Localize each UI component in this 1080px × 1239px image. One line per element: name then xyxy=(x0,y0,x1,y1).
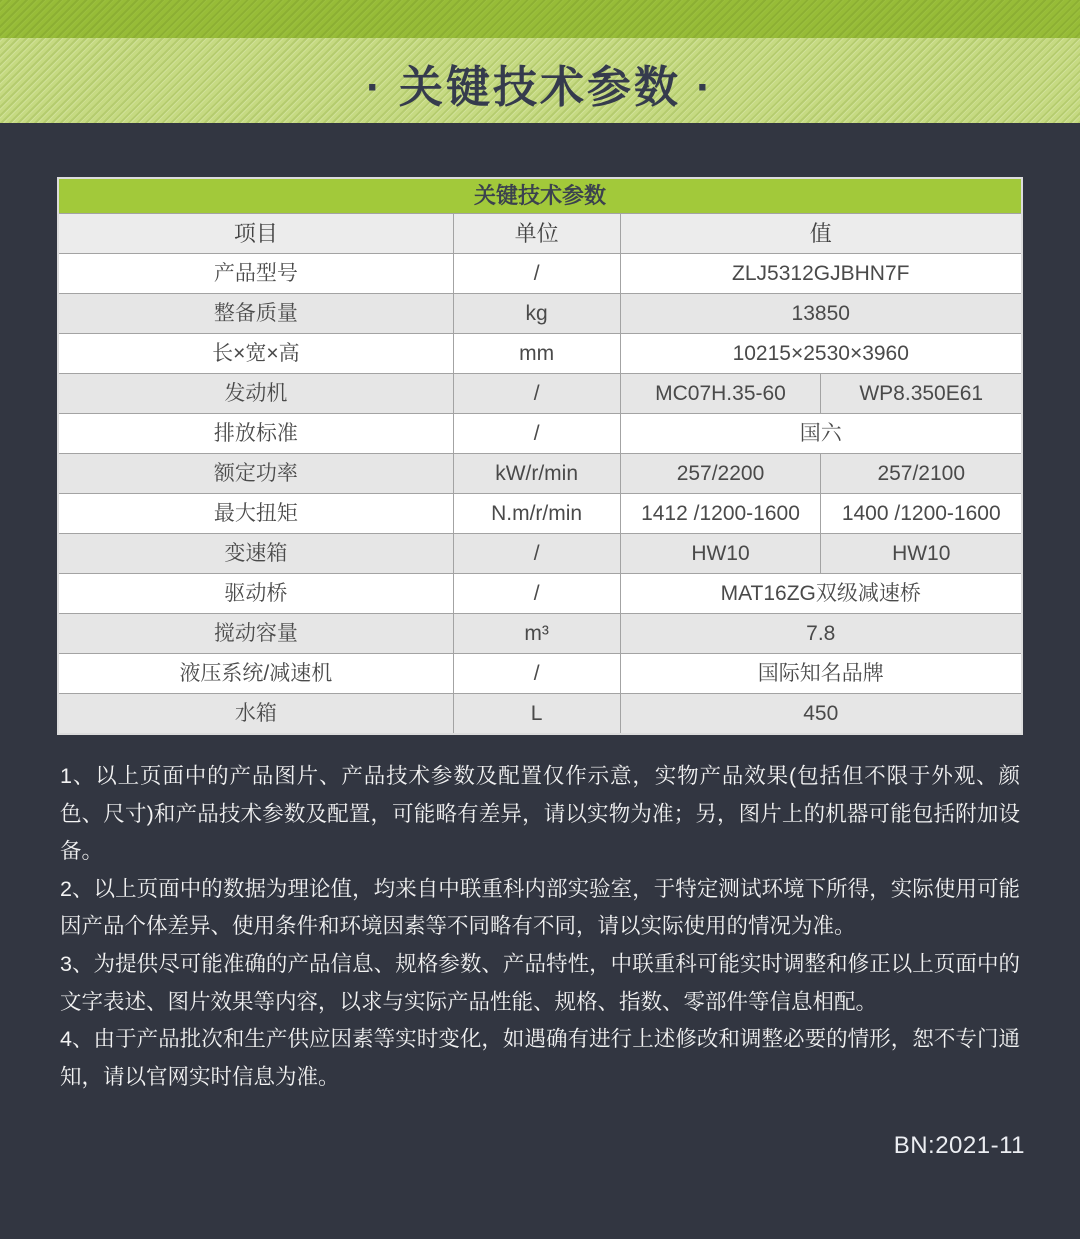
cell-item: 发动机 xyxy=(58,374,453,414)
spec-table-wrap xyxy=(57,177,1023,735)
cell-unit: / xyxy=(453,374,620,414)
cell-unit: kg xyxy=(453,294,620,334)
table-row xyxy=(58,534,1022,574)
spec-table-body xyxy=(58,178,1022,734)
cell-item: 搅动容量 xyxy=(58,614,453,654)
cell-unit: m³ xyxy=(453,614,620,654)
cell-unit: kW/r/min xyxy=(453,454,620,494)
cell-value: 1412 /1200-1600 xyxy=(620,494,821,534)
cell-value: 10215×2530×3960 xyxy=(620,334,1022,374)
cell-unit: L xyxy=(453,694,620,735)
cell-value: ZLJ5312GJBHN7F xyxy=(620,254,1022,294)
cell-item: 液压系统/减速机 xyxy=(58,654,453,694)
cell-item: 水箱 xyxy=(58,694,453,735)
cell-value: 国六 xyxy=(620,414,1022,454)
spec-table xyxy=(57,177,1023,735)
cell-item: 长×宽×高 xyxy=(58,334,453,374)
spec-table-header-row xyxy=(58,214,1022,254)
spec-table-title: 关键技术参数 xyxy=(58,178,1022,214)
cell-value: MC07H.35-60 xyxy=(620,374,821,414)
cell-item: 额定功率 xyxy=(58,454,453,494)
cell-value: 1400 /1200-1600 xyxy=(821,494,1022,534)
table-row xyxy=(58,254,1022,294)
cell-item: 整备质量 xyxy=(58,294,453,334)
table-row xyxy=(58,334,1022,374)
cell-value: 国际知名品牌 xyxy=(620,654,1022,694)
table-row xyxy=(58,294,1022,334)
column-header-item: 项目 xyxy=(58,214,453,254)
cell-value: HW10 xyxy=(821,534,1022,574)
page-title: · 关键技术参数 · xyxy=(366,62,714,112)
cell-value: 7.8 xyxy=(620,614,1022,654)
note-paragraph: 2、以上页面中的数据为理论值，均来自中联重科内部实验室，于特定测试环境下所得，实际使用可能因产品个体差异、使用条件和环境因素等不同略有不同，请以实际使用的情况为准。 xyxy=(60,876,1020,939)
table-row xyxy=(58,614,1022,654)
cell-item: 变速箱 xyxy=(58,534,453,574)
table-row xyxy=(58,574,1022,614)
table-row xyxy=(58,374,1022,414)
table-row xyxy=(58,694,1022,735)
cell-unit: / xyxy=(453,534,620,574)
spec-table-title-row xyxy=(58,178,1022,214)
cell-unit: mm xyxy=(453,334,620,374)
cell-value: WP8.350E61 xyxy=(821,374,1022,414)
cell-unit: / xyxy=(453,254,620,294)
banner-top-stripe xyxy=(0,0,1080,38)
cell-value: 13850 xyxy=(620,294,1022,334)
table-row xyxy=(58,454,1022,494)
note-paragraph: 1、以上页面中的产品图片、产品技术参数及配置仅作示意，实物产品效果(包括但不限于外观、颜色、尺寸)和产品技术参数及配置，可能略有差异，请以实物为准；另，图片上的机器可能包括附加设备。 xyxy=(60,764,1020,864)
column-header-unit: 单位 xyxy=(453,214,620,254)
bn-label: BN:2021-11 xyxy=(893,1132,1025,1159)
banner xyxy=(0,0,1080,123)
cell-unit: / xyxy=(453,574,620,614)
cell-item: 排放标准 xyxy=(58,414,453,454)
table-row xyxy=(58,494,1022,534)
notes xyxy=(60,758,1020,1096)
table-row xyxy=(58,414,1022,454)
cell-unit: N.m/r/min xyxy=(453,494,620,534)
note-paragraph: 3、为提供尽可能准确的产品信息、规格参数、产品特性，中联重科可能实时调整和修正以上页面中的文字表述、图片效果等内容，以求与实际产品性能、规格、指数、零部件等信息相配。 xyxy=(60,951,1020,1014)
cell-value: 257/2100 xyxy=(821,454,1022,494)
cell-unit: / xyxy=(453,654,620,694)
table-row xyxy=(58,654,1022,694)
cell-item: 最大扭矩 xyxy=(58,494,453,534)
cell-item: 产品型号 xyxy=(58,254,453,294)
cell-value: 450 xyxy=(620,694,1022,735)
cell-value: MAT16ZG双级减速桥 xyxy=(620,574,1022,614)
cell-value: HW10 xyxy=(620,534,821,574)
cell-value: 257/2200 xyxy=(620,454,821,494)
note-paragraph: 4、由于产品批次和生产供应因素等实时变化，如遇确有进行上述修改和调整必要的情形，恕不专门通知，请以官网实时信息为准。 xyxy=(60,1027,1020,1089)
cell-item: 驱动桥 xyxy=(58,574,453,614)
cell-unit: / xyxy=(453,414,620,454)
column-header-value: 值 xyxy=(620,214,1022,254)
banner-main xyxy=(0,38,1080,123)
